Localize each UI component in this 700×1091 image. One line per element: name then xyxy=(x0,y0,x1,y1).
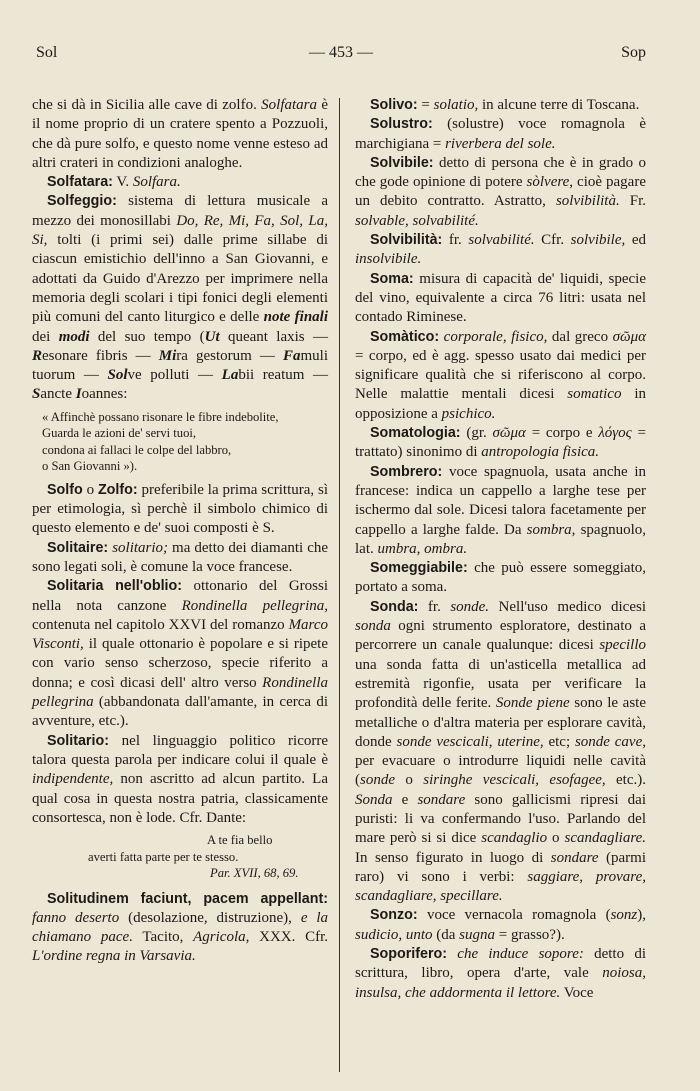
entry-solitudinem-faciunt: Solitudinem faciunt, pacem appellant: fanno deserto (desolazione, distruzione), e la chiamano pace. Tacito, Agricola, XXX. Cfr. L'ordine regna in Varsavia. xyxy=(32,890,329,965)
headword: Solvibile: xyxy=(370,154,434,171)
header-right-guide-word: Sop xyxy=(621,44,646,61)
entry-solvibile: Solvibile: detto di persona che è in grado o che gode opinione di potere sòlvere, cioè pagare un debito contratto. Astratto, solvibilità. Fr. solvable, solvabilité. xyxy=(355,154,646,229)
headword: Sonda: xyxy=(370,598,419,615)
headword: Sombrero: xyxy=(370,463,443,480)
headword: Solfatara: xyxy=(47,174,113,191)
entry-sombrero: Sombrero: voce spagnuola, usata anche in francese: indica un cappello a larghe tese per ischermo dal sole. Dicesi talora facetamente per cappello a larghe falde. Da sombra, spagnuolo, lat. umbra, ombra. xyxy=(355,463,646,557)
entry-solitario: Solitario: nel linguaggio politico ricorre talora questa parola per indicare colui il quale è indipendente, non ascritto ad alcun partito. La qual cosa in questa nostra patria, classicamente consortesca, non è lode. Cfr. Dante: xyxy=(32,732,328,826)
entry-somatico: Somàtico: corporale, fisico, dal greco σῶμα = corpo, ed è agg. spesso usato dai medici per significare qualità che si riferiscono al corpo. Nelle malattie mentali dicesi somatico in opposizione a psichico. xyxy=(355,328,647,422)
entry-solfara-continuation: che si dà in Sicilia alle cave di zolfo. Solfatara è il nome proprio di un cratere spento a Pozzuoli, che dà pure solfo, e questo nome venne esteso ad altri crateri in condizioni analoghe. xyxy=(32,97,328,171)
entry-sonda: Sonda: fr. sonde. Nell'uso medico dicesi sonda ogni strumento esploratore, destinato a percorrere un canale qualunque: dicesi specillo una sonda fatta di un'asticella metallica ad estremità rigonfie, usata per verificare la profondità delle ferite. Sonde piene sono le aste metalliche o d'altra materia per esplorare cavità, donde sonde vescicali, uterine, etc; sonde cave, per evacuare o introdurre liquidi nelle cavità (sonde o siringhe vescicali, esofagee, etc.). Sonda e sondare sono gallicismi ripresi dai puristi: li va confermando l'uso. Parlando del mare però si si dice scandaglio o scandagliare. In senso figurato in luogo di sondare (parmi raro) vi sono i verbi: saggiare, provare, scandagliare, specillare. xyxy=(355,598,647,905)
headword: Solitario: xyxy=(47,732,109,749)
page-number: — 453 — xyxy=(309,44,373,61)
page-header xyxy=(36,44,646,68)
entry-solitaire: Solitaire: solitario; ma detto dei diamanti che sono legati soli, è comune la voce francese. xyxy=(32,539,329,575)
column-divider xyxy=(339,98,340,1072)
headword: Zolfo: xyxy=(97,481,138,498)
headword: Solitudinem faciunt, pacem appellant: xyxy=(47,890,328,907)
right-column xyxy=(355,96,646,1003)
entry-solfatara: Solfatara: V. Solfara. xyxy=(47,174,181,191)
headword: Solfeggio: xyxy=(47,193,117,210)
entry-soporifero: Soporifero: che induce sopore: detto di scrittura, libro, opera d'arte, vale noiosa, insulsa, che addormenta il lettore. Voce xyxy=(355,946,647,1001)
entry-soma: Soma: misura di capacità de' liquidi, specie del vino, equivalente a circa 76 litri: usata nel contado Riminese. xyxy=(355,270,646,326)
block-quote-translation: « Affinchè possano risonare le fibre indebolite, Guarda le azioni de' servi tuoi, condona ai fallaci le colpe del labbro, o San Giovanni »). xyxy=(42,409,279,474)
headword: Somatologia: xyxy=(370,425,461,442)
headword: Solitaire: xyxy=(47,539,109,556)
headword: Solustro: xyxy=(370,116,433,133)
entry-solvibilita: Solvibilità: fr. solvabilité. Cfr. solvibile, ed insolvibile. xyxy=(355,232,646,268)
headword: Sonzo: xyxy=(370,907,418,924)
headword: Someggiabile: xyxy=(370,560,468,577)
headword: Solitaria nell'oblio: xyxy=(47,578,183,595)
header-left-guide-word: Sol xyxy=(36,44,58,61)
entry-solfeggio: Solfeggio: sistema di lettura musicale a mezzo dei monosillabi Do, Re, Mi, Fa, Sol, La, Si, tolti (i primi sei) dalle prime sillabe di ciascun emistichio dell'inno a San Giovanni, e adottati da Guido d'Arezzo per imprimere nella memoria degli scolari i tipi fonici degli elementi più comuni del canto liturgico e delle note finali dei modi del suo tempo (Ut queant laxis — Resonare fibris — Mira gestorum — Famuli tuorum — Solve polluti — Labii reatum — Sancte Ioannes: xyxy=(32,193,329,403)
entry-sonzo: Sonzo: voce vernacola romagnola (sonz), sudicio, unto (da sugna = grasso?). xyxy=(355,907,646,943)
entry-somatologia: Somatologia: (gr. σῶμα = corpo e λόγος = trattato) sinonimo di antropologia fisica. xyxy=(355,425,646,461)
headword: Solvibilità: xyxy=(370,232,443,249)
entry-solitaria-nell-oblio: Solitaria nell'oblio: ottonario del Grossi nella nota canzone Rondinella pellegrina, contenuta nel capitolo XXVI del romanzo Marco Visconti, il quale ottonario è popolare e si ripete con vario senso scherzoso, specie riferito a donna; e così dicasi dell' altro verso Rondinella pellegrina (abbandonata dall'amante, in cerca di avventure, etc.). xyxy=(32,578,329,730)
headword: Solfo xyxy=(47,481,83,498)
headword: Soporifero: xyxy=(370,946,448,963)
entry-someggiabile: Someggiabile: che può essere someggiato, portato a soma. xyxy=(355,560,646,596)
entry-solfo: Solfo o Zolfo: preferibile la prima scrittura, sì per etimologia, sì perchè il simbolo chimico di questo elemento e de' suoi composti è S. xyxy=(32,481,329,537)
left-column xyxy=(32,96,328,967)
headword: Solivo: xyxy=(370,97,418,113)
entry-solivo: Solivo: = solatio, in alcune terre di Toscana. xyxy=(370,97,640,113)
block-quote-dante: A te fia bello averti fatta parte per te stesso. Par. XVII, 68, 69. xyxy=(88,833,299,881)
headword: Somàtico: xyxy=(370,328,440,345)
entry-solustro: Solustro: (solustre) voce romagnola è marchigiana = riverbera del sole. xyxy=(355,116,646,152)
headword: Soma: xyxy=(370,270,414,287)
